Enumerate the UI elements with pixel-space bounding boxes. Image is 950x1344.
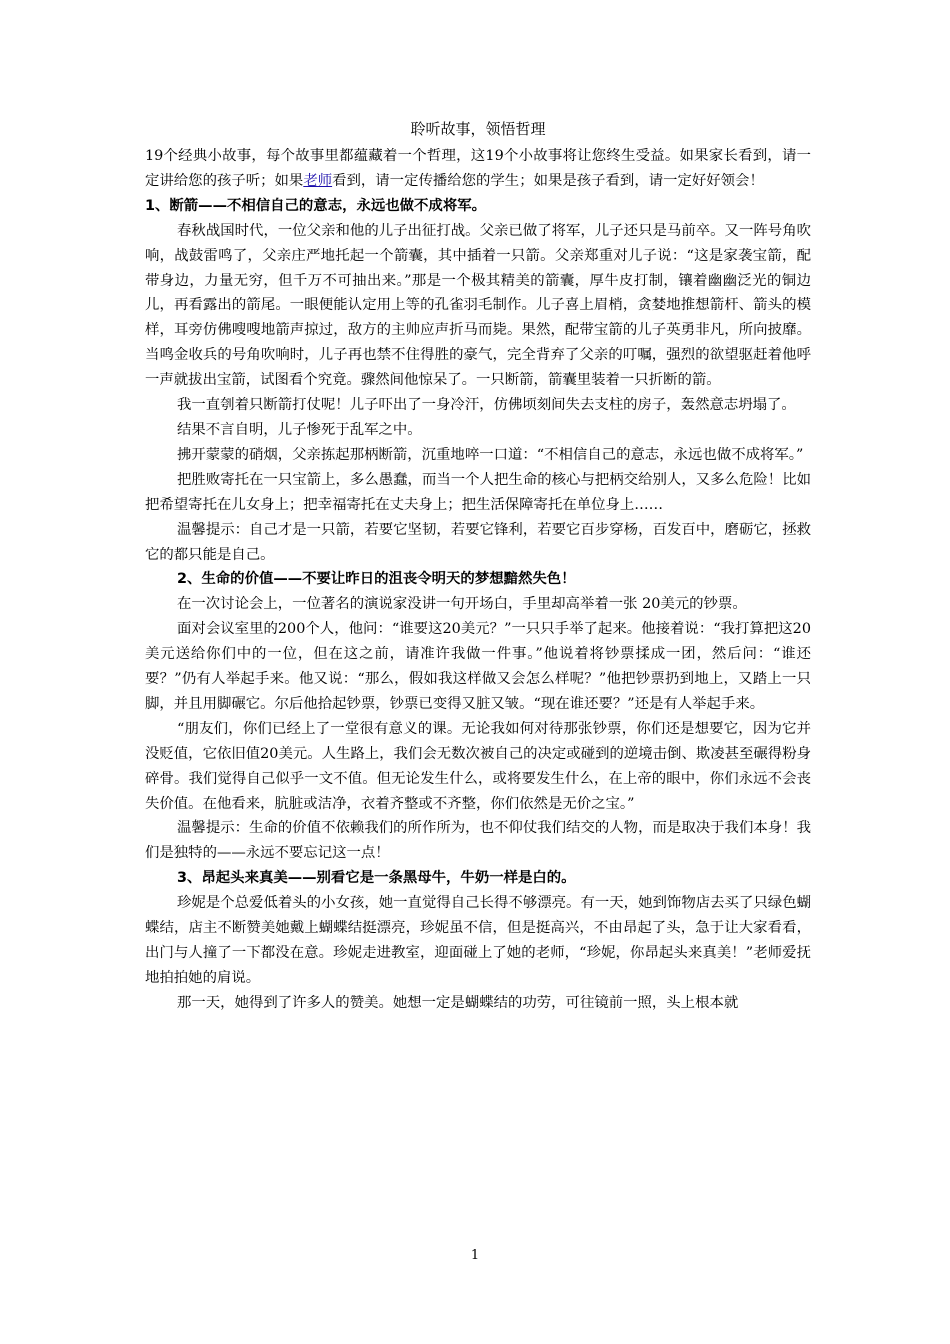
page-number: 1 xyxy=(470,1248,480,1263)
story2-paragraph: 在一次讨论会上，一位著名的演说家没讲一句开场白，手里却高举着一张 20美元的钞票。 xyxy=(177,596,747,613)
teacher-link[interactable]: 老师 xyxy=(303,172,333,189)
document-title: 聆听故事，领悟哲理 xyxy=(410,120,546,138)
intro-text-after-link: 看到，请一定传播给您的学生；如果是孩子看到，请一定好好领会！ xyxy=(332,172,764,189)
intro-paragraph xyxy=(145,144,811,194)
story2-paragraph: “朋友们，你们已经上了一堂很有意义的课。无论我如何对待那张钞票，你们还是想要它，因为它并没贬值，它依旧值20美元。人生路上，我们会无数次被自己的决定或碰到的逆境击倒、欺凌甚至碾得粉身碎骨。我们觉得自己似乎一文不值。但无论发生什么，或将要发生什么，在上帝的眼中，你们永远不会丧失价值。在他看来，肮脏或洁净，衣着齐整或不齐整，你们依然是无价之宝。” xyxy=(145,720,811,812)
story3-paragraph: 珍妮是个总爱低着头的小女孩，她一直觉得自己长得不够漂亮。有一天，她到饰物店去买了只绿色蝴蝶结，店主不断赞美她戴上蝴蝶结挺漂亮，珍妮虽不信，但是挺高兴，不由昂起了头，急于让大家看看，出门与人撞了一下都没在意。珍妮走进教室，迎面碰上了她的老师，“珍妮，你昂起头来真美！”老师爱抚地拍拍她的肩说。 xyxy=(145,895,811,986)
story3-paragraph: 那一天，她得到了许多人的赞美。她想一定是蝴蝶结的功劳，可往镜前一照，头上根本就 xyxy=(177,994,739,1011)
story2-tip: 温馨提示：生命的价值不依赖我们的所作所为，也不仰仗我们结交的人物，而是取决于我们本身！我们是独特的——永远不要忘记这一点！ xyxy=(145,820,811,862)
story1-paragraph: 我一直刳着只断箭打仗呢！儿子吓出了一身冷汗，仿佛顷刻间失去支柱的房子，轰然意志坍塌了。 xyxy=(177,397,796,414)
story2-heading: 2、生命的价值——不要让昨日的沮丧令明天的梦想黯然失色！ xyxy=(177,571,576,588)
story1-paragraph: 春秋战国时代，一位父亲和他的儿子出征打战。父亲已做了将军，儿子还只是马前卒。又一阵号角吹响，战鼓雷鸣了，父亲庄严地托起一个箭囊，其中插着一只箭。父亲郑重对儿子说：“这是家袭宝箭，配带身边，力量无穷，但千万不可抽出来。”那是一个极其精美的箭囊，厚牛皮打制，镶着幽幽泛光的铜边儿，再看露出的箭尾。一眼便能认定用上等的孔雀羽毛制作。儿子喜上眉梢，贪婪地推想箭杆、箭头的模样，耳旁仿佛嗖嗖地箭声掠过，敌方的主帅应声折马而毙。果然，配带宝箭的儿子英勇非凡，所向披靡。当鸣金收兵的号角吹响时，儿子再也禁不住得胜的豪气，完全背弃了父亲的叮嘱，强烈的欲望驱赶着他呼一声就拔出宝箭，试图看个究竟。骤然间他惊呆了。一只断箭，箭囊里装着一只折断的箭。 xyxy=(145,222,811,389)
story1-heading: 1、断箭——不相信自己的意志，永远也做不成将军。 xyxy=(145,197,486,214)
story1-paragraph: 拂开蒙蒙的硝烟，父亲拣起那柄断箭，沉重地啐一口道：“不相信自己的意志，永远也做不成将军。” xyxy=(177,446,804,463)
story2-paragraph: 面对会议室里的200个人，他问：“谁要这20美元？”一只只手举了起来。他接着说：“我打算把这20美元送给你们中的一位，但在这之前，请准许我做一件事。”他说着将钞票揉成一团，然后问：“谁还要？”仍有人举起手来。他又说：“那么，假如我这样做又会怎么样呢？”他把钞票扔到地上，又踏上一只脚，并且用脚碾它。尔后他拾起钞票，钞票已变得又脏又皱。“现在谁还要？”还是有人举起手来。 xyxy=(145,621,811,712)
story3-heading: 3、昂起头来真美——别看它是一条黑母牛，牛奶一样是白的。 xyxy=(177,870,576,887)
intro-text-before-link: 19个经典小故事，每个故事里都蕴藏着一个哲理，这19个小故事将让您终生受益。如果家长看到，请一定讲给您的孩子听；如果 xyxy=(145,148,811,189)
document-page xyxy=(145,118,811,1016)
story1-paragraph: 结果不言自明，儿子惨死于乱军之中。 xyxy=(177,421,422,438)
story1-tip: 温馨提示：自己才是一只箭，若要它坚韧，若要它锋利，若要它百步穿杨，百发百中，磨砺它，拯救它的都只能是自己。 xyxy=(145,521,811,563)
story1-paragraph: 把胜败寄托在一只宝箭上，多么愚蠢，而当一个人把生命的核心与把柄交给别人，又多么危险！比如把希望寄托在儿女身上；把幸福寄托在丈夫身上；把生活保障寄托在单位身上…… xyxy=(145,471,811,513)
